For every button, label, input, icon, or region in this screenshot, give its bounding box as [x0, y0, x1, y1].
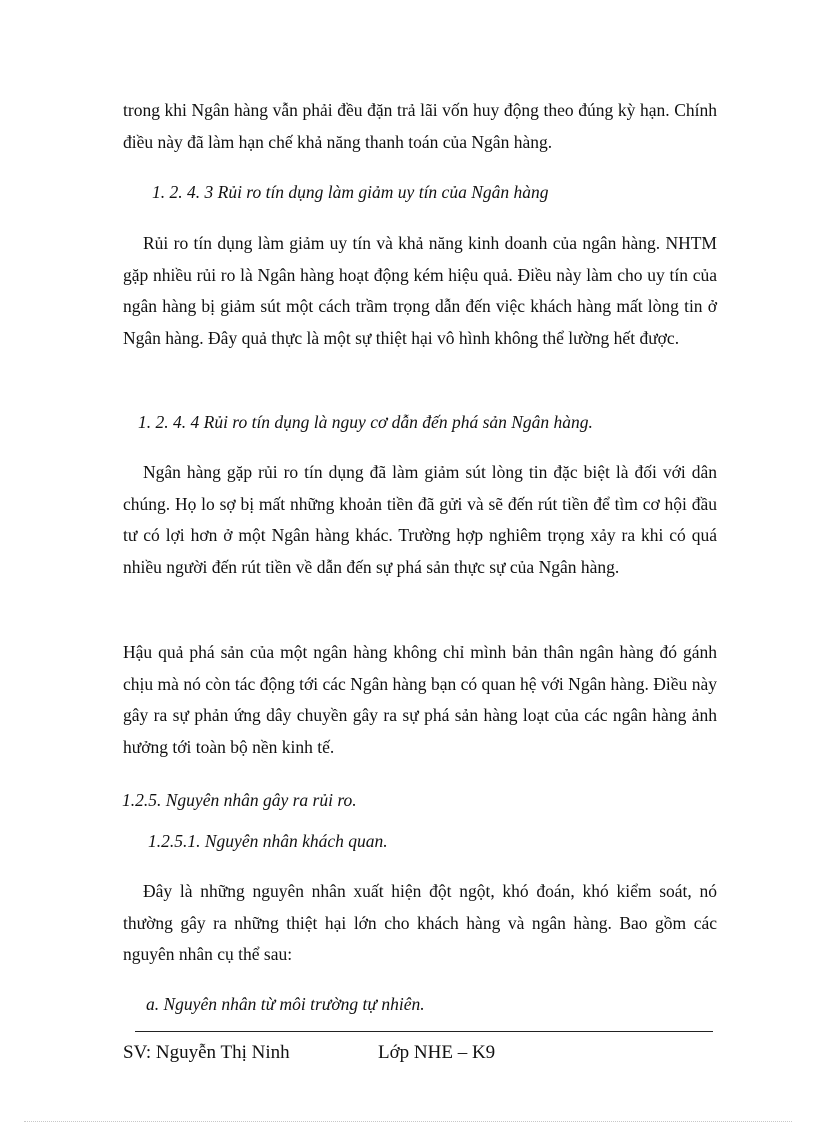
heading-1-2-4-3: 1. 2. 4. 3 Rủi ro tín dụng làm giảm uy tín của Ngân hàng [152, 182, 549, 202]
paragraph-reputation: Rủi ro tín dụng làm giảm uy tín và khả năng kinh doanh của ngân hàng. NHTM gặp nhiều rủi ro là Ngân hàng hoạt động kém hiệu quả. Điều này làm cho uy tín của ngân hàng bị giảm sút một cách trầm trọng dẫn đến việc khách hàng mất lòng tin ở Ngân hàng. Đây quả thực là một sự thiệt hại vô hình không thể lường hết được. [123, 233, 717, 348]
paragraph-objective-causes: Đây là những nguyên nhân xuất hiện đột ngột, khó đoán, khó kiểm soát, nó thường gây ra những thiệt hại lớn cho khách hàng và ngân hàng. Bao gồm các nguyên nhân cụ thể sau: [123, 881, 717, 964]
heading-1-2-4-4: 1. 2. 4. 4 Rủi ro tín dụng là nguy cơ dẫn đến phá sản Ngân hàng. [138, 412, 593, 432]
page-bottom-border [24, 1121, 792, 1122]
paragraph-consequence: Hậu quả phá sản của một ngân hàng không chỉ mình bản thân ngân hàng đó gánh chịu mà nó còn tác động tới các Ngân hàng bạn có quan hệ với Ngân hàng. Điều này gây ra sự phản ứng dây chuyền gây ra sự phá sản hàng loạt của các ngân hàng ảnh hưởng tới toàn bộ nền kinh tế. [123, 642, 717, 757]
paragraph-intro: trong khi Ngân hàng vẫn phải đều đặn trả lãi vốn huy động theo đúng kỳ hạn. Chính điều này đã làm hạn chế khả năng thanh toán của Ngân hàng. [123, 100, 717, 152]
footer-class: Lớp NHE – K9 [378, 1042, 496, 1063]
footer-student-name: SV: Nguyễn Thị Ninh [123, 1042, 290, 1063]
footer-divider [135, 1031, 713, 1032]
heading-1-2-5: 1.2.5. Nguyên nhân gây ra rủi ro. [122, 790, 357, 810]
heading-1-2-5-1: 1.2.5.1. Nguyên nhân khách quan. [148, 831, 388, 851]
paragraph-bankruptcy-risk: Ngân hàng gặp rủi ro tín dụng đã làm giảm sút lòng tin đặc biệt là đối với dân chúng. Họ lo sợ bị mất những khoản tiền đã gửi và sẽ đến rút tiền để tìm cơ hội đầu tư có lợi hơn ở một Ngân hàng khác. Trường hợp nghiêm trọng xảy ra khi có quá nhiều người đến rút tiền về dẫn đến sự phá sản thực sự của Ngân hàng. [123, 462, 717, 577]
heading-a-natural-environment: a. Nguyên nhân từ môi trường tự nhiên. [146, 994, 425, 1014]
